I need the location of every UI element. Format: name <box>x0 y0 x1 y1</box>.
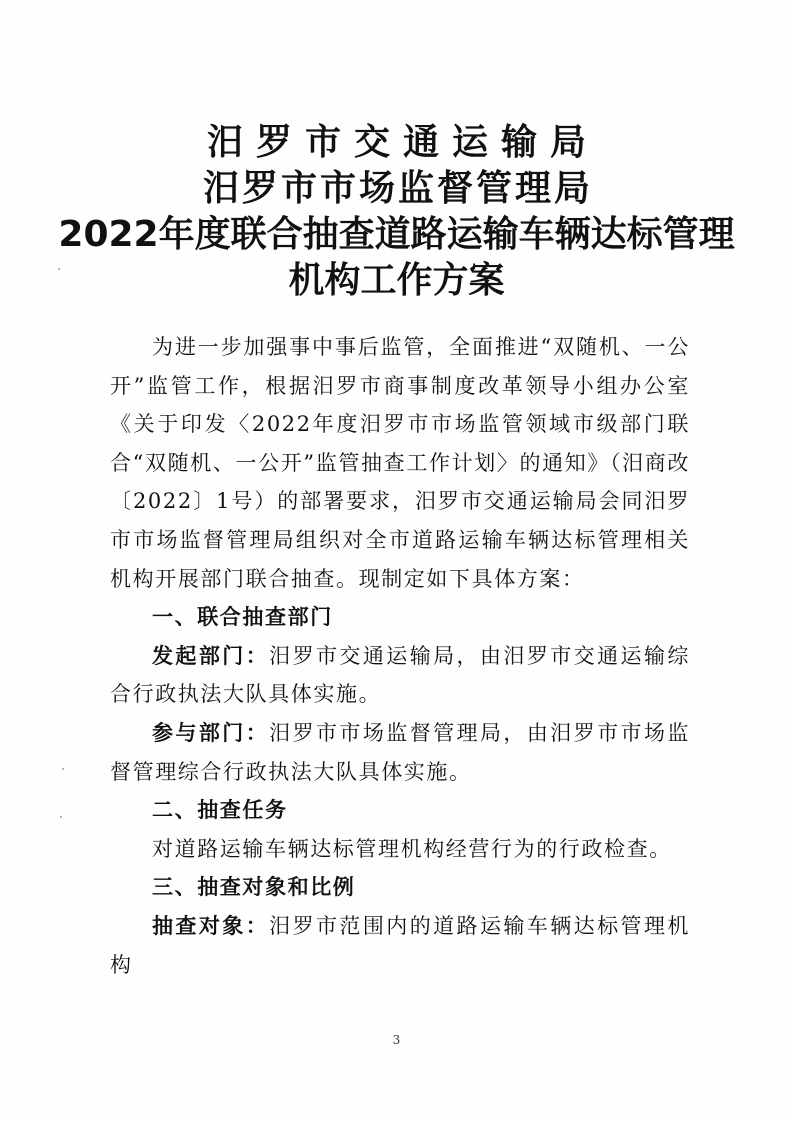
initiator-label: 发起部门： <box>152 643 270 668</box>
participant-label: 参与部门： <box>152 720 270 745</box>
task-paragraph: 对道路运输车辆达标管理机构经营行为的行政检查。 <box>152 836 672 861</box>
scan-speck <box>58 268 60 270</box>
participant-text: 汨罗市市场监督管理局，由汨罗市市场监督管理综合行政执法大队具体实施。 <box>110 720 690 784</box>
document-title <box>0 120 793 304</box>
section-heading-task: 二、抽查任务 <box>152 798 288 823</box>
participant-paragraph <box>110 714 690 791</box>
initiator-paragraph <box>110 637 690 714</box>
title-line-issuer-2: 汨罗市市场监督管理局 <box>202 168 593 209</box>
title-line-subject: 2022年度联合抽查道路运输车辆达标管理 <box>58 214 735 255</box>
scan-speck <box>62 768 64 770</box>
object-label: 抽查对象： <box>152 913 270 938</box>
section-heading-objects: 三、抽查对象和比例 <box>152 875 356 900</box>
title-line-subject-cont: 机构工作方案 <box>288 260 505 301</box>
intro-paragraph: 为进一步加强事中事后监管，全面推进“双随机、一公开”监管工作，根据汨罗市商事制度改革领导小组办公室《关于印发〈2022年度汨罗市市场监管领域市级部门联合“双随机、一公开”监管抽查工作计划〉的通知》（汨商改〔2022〕1号）的部署要求，汨罗市交通运输局会同汨罗市市场监督管理局组织对全市道路运输车辆达标管理相关机构开展部门联合抽查。现制定如下具体方案： <box>110 335 690 591</box>
page-number: 3 <box>392 1033 401 1047</box>
document-body <box>110 328 690 984</box>
section-heading-departments: 一、联合抽查部门 <box>152 605 333 630</box>
object-paragraph <box>110 907 690 984</box>
scan-speck <box>60 816 62 818</box>
object-text: 汨罗市范围内的道路运输车辆达标管理机构 <box>110 913 690 977</box>
title-line-issuer-1: 汨罗市交通运输局 <box>206 122 599 163</box>
initiator-text: 汨罗市交通运输局，由汨罗市交通运输综合行政执法大队具体实施。 <box>110 643 690 707</box>
